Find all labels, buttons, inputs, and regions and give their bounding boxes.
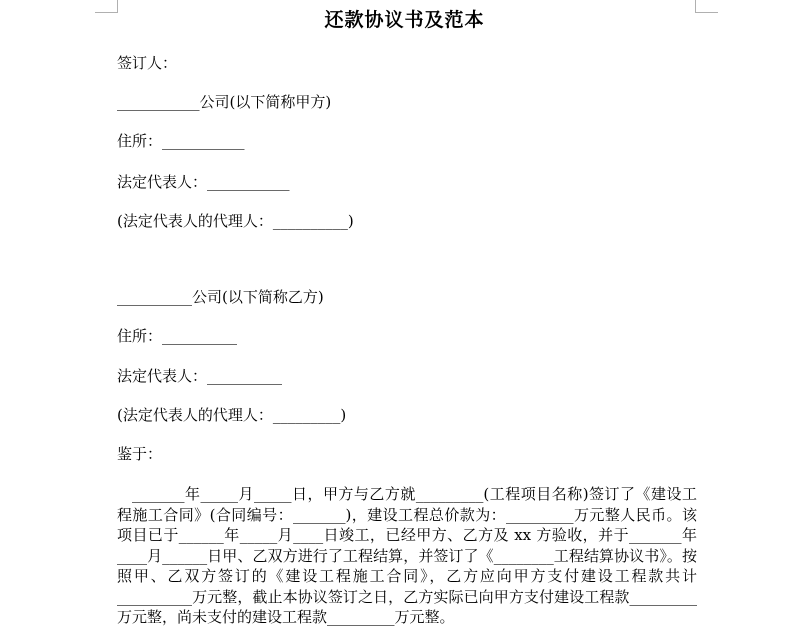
party-b-agent: (法定代表人的代理人：_________) [117,406,347,424]
document-title: 还款协议书及范本 [324,9,485,31]
party-a-company: ___________公司(以下简称甲方) [117,93,332,111]
party-b-address: 住所：__________ [117,327,238,345]
whereas-label: 鉴于： [117,445,163,463]
party-a-legal-representative: 法定代表人：___________ [117,173,290,191]
agreement-body-paragraph: _______年_____月_____日，甲方与乙方就_________(工程项目名称)签订了《建设工程施工合同》(合同编号：_______)，建设工程总价款为：_________万元整人民币。该项目已于______年_____月____日竣工，已经甲方、乙方及 xx 方验收，并于_______年____月______日甲、乙双方进行了工程结算，并签订了《________工程结算协议书》。按照甲、乙双方签订的《建设工程施工合同》，乙方应向甲方支付建设工程款共计__________万元整，截止本协议签订之日，乙方实际已向甲方支付建设工程款_________万元整，尚未支付的建设工程款_________万元整。 [117,485,697,626]
party-a-agent: (法定代表人的代理人：__________) [117,212,354,230]
party-b-company: __________公司(以下简称乙方) [117,288,324,306]
party-b-legal-representative: 法定代表人：__________ [117,367,283,385]
signatory-label: 签订人： [117,54,178,72]
party-a-address: 住所：___________ [117,132,245,150]
